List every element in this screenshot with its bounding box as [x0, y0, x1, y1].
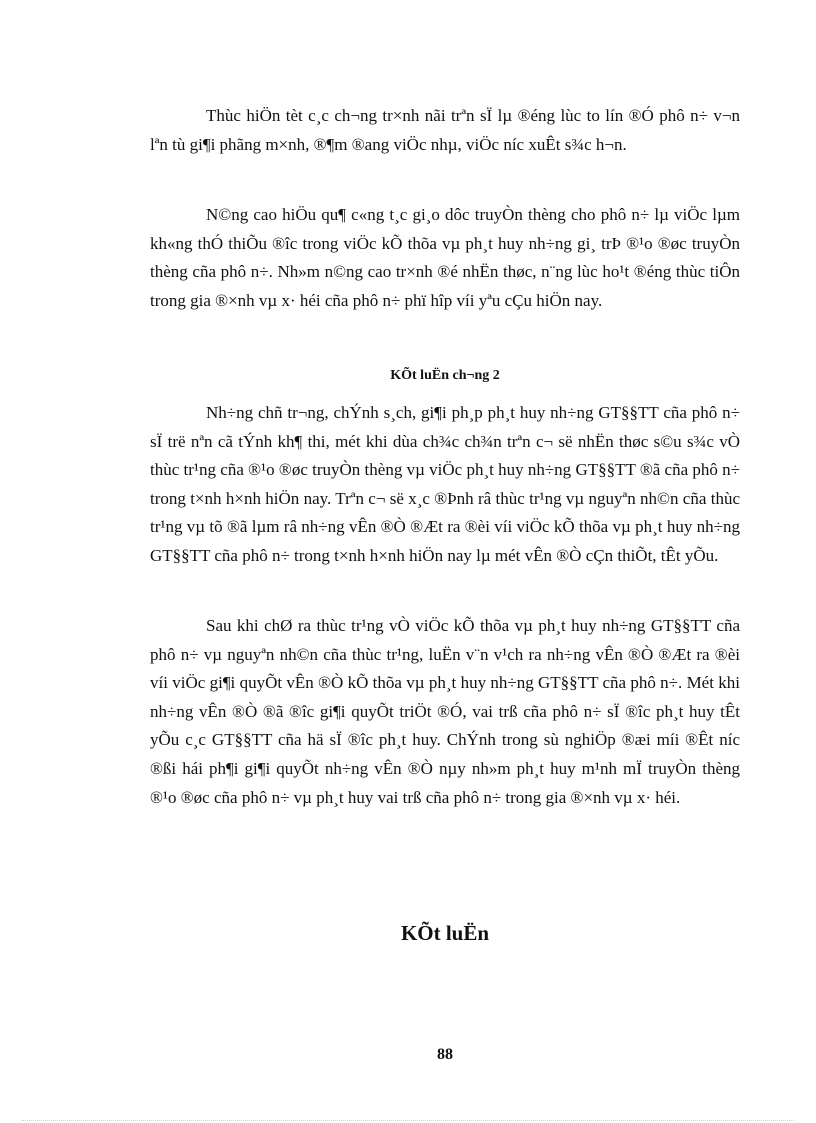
body-paragraph-2: [150, 201, 740, 315]
paragraph-text: N©ng cao hiÖu qu¶ c«ng t¸c gi¸o dôc truyÒn thèng cho phô n÷ lµ viÖc lµm kh«ng thÓ thiÕu ®îc trong viÖc kÕ thõa vµ ph¸t huy nh÷ng gi¸ trÞ ®¹o ®øc truyÒn thèng cña phô n÷. Nh»m n©ng cao tr×nh ®é nhËn thøc, n¨ng lùc ho¹t ®éng thùc tiÔn trong gia ®×nh vµ x· héi cña phô n÷ phï hîp víi yªu cÇu hiÖn nay.: [150, 205, 740, 310]
conclusion-heading: KÕt luËn: [400, 921, 490, 945]
page-bottom-divider: [22, 1120, 794, 1121]
body-paragraph-1: [150, 102, 740, 159]
body-paragraph-3: [150, 399, 740, 571]
body-paragraph-4: [150, 612, 740, 812]
chapter-conclusion-title: KÕt luËn ch¬ng 2: [390, 368, 500, 383]
chapter-conclusion-block: [150, 366, 740, 386]
paragraph-text: Thùc hiÖn tèt c¸c ch¬ng tr×nh nãi trªn sÏ lµ ®éng lùc to lín ®Ó phô n÷ v¬n lªn tù gi¶i phãng m×nh, ®¶m ®ang viÖc nhµ, viÖc níc xuÊt s¾c h¬n.: [150, 106, 740, 154]
paragraph-text: Nh÷ng chñ tr¬ng, chÝnh s¸ch, gi¶i ph¸p ph¸t huy nh÷ng GT§§TT cña phô n÷ sÏ trë nªn cã tÝnh kh¶ thi, mét khi dùa ch¾c ch¾n trªn c¬ së nhËn thøc s©u s¾c vÒ thùc tr¹ng cña ®¹o ®øc truyÒn thèng vµ viÖc ph¸t huy nh÷ng GT§§TT ®ã cña phô n÷ trong t×nh h×nh hiÖn nay. Trªn c¬ së x¸c ®Þnh râ thùc tr¹ng vµ nguyªn nh©n cña thùc tr¹ng vµ tõ ®ã lµm râ nh÷ng vÊn ®Ò ®Æt ra ®èi víi viÖc kÕ thõa vµ ph¸t huy nh÷ng GT§§TT cña phô n÷ trong t×nh h×nh hiÖn nay lµ mét vÊn ®Ò cÇn thiÕt, tÊt yÕu.: [150, 403, 740, 565]
page-number: 88: [437, 1046, 453, 1063]
paragraph-text: Sau khi chØ ra thùc tr¹ng vÒ viÖc kÕ thõa vµ ph¸t huy nh÷ng GT§§TT cña phô n÷ vµ nguyªn nh©n cña thùc tr¹ng, luËn v¨n v¹ch ra nh÷ng vÊn ®Ò ®Æt ra ®èi víi viÖc gi¶i quyÕt vÊn ®Ò kÕ thõa vµ ph¸t huy nh÷ng GT§§TT cña phô n÷. Mét khi nh÷ng vÊn ®Ò ®ã ®îc gi¶i quyÕt triÖt ®Ó, vai trß cña phô n÷ sÏ ®îc ph¸t huy tÊt yÕu c¸c GT§§TT cña hä sÏ ®îc ph¸t huy. ChÝnh trong sù nghiÖp ®æi míi ®Êt níc ®ßi hái ph¶i gi¶i quyÕt nh÷ng vÊn ®Ò nµy nh»m ph¸t huy m¹nh mÏ truyÒn thèng ®¹o ®øc cña phô n÷ vµ ph¸t huy vai trß cña phô n÷ trong gia ®×nh vµ x· héi.: [150, 616, 740, 807]
